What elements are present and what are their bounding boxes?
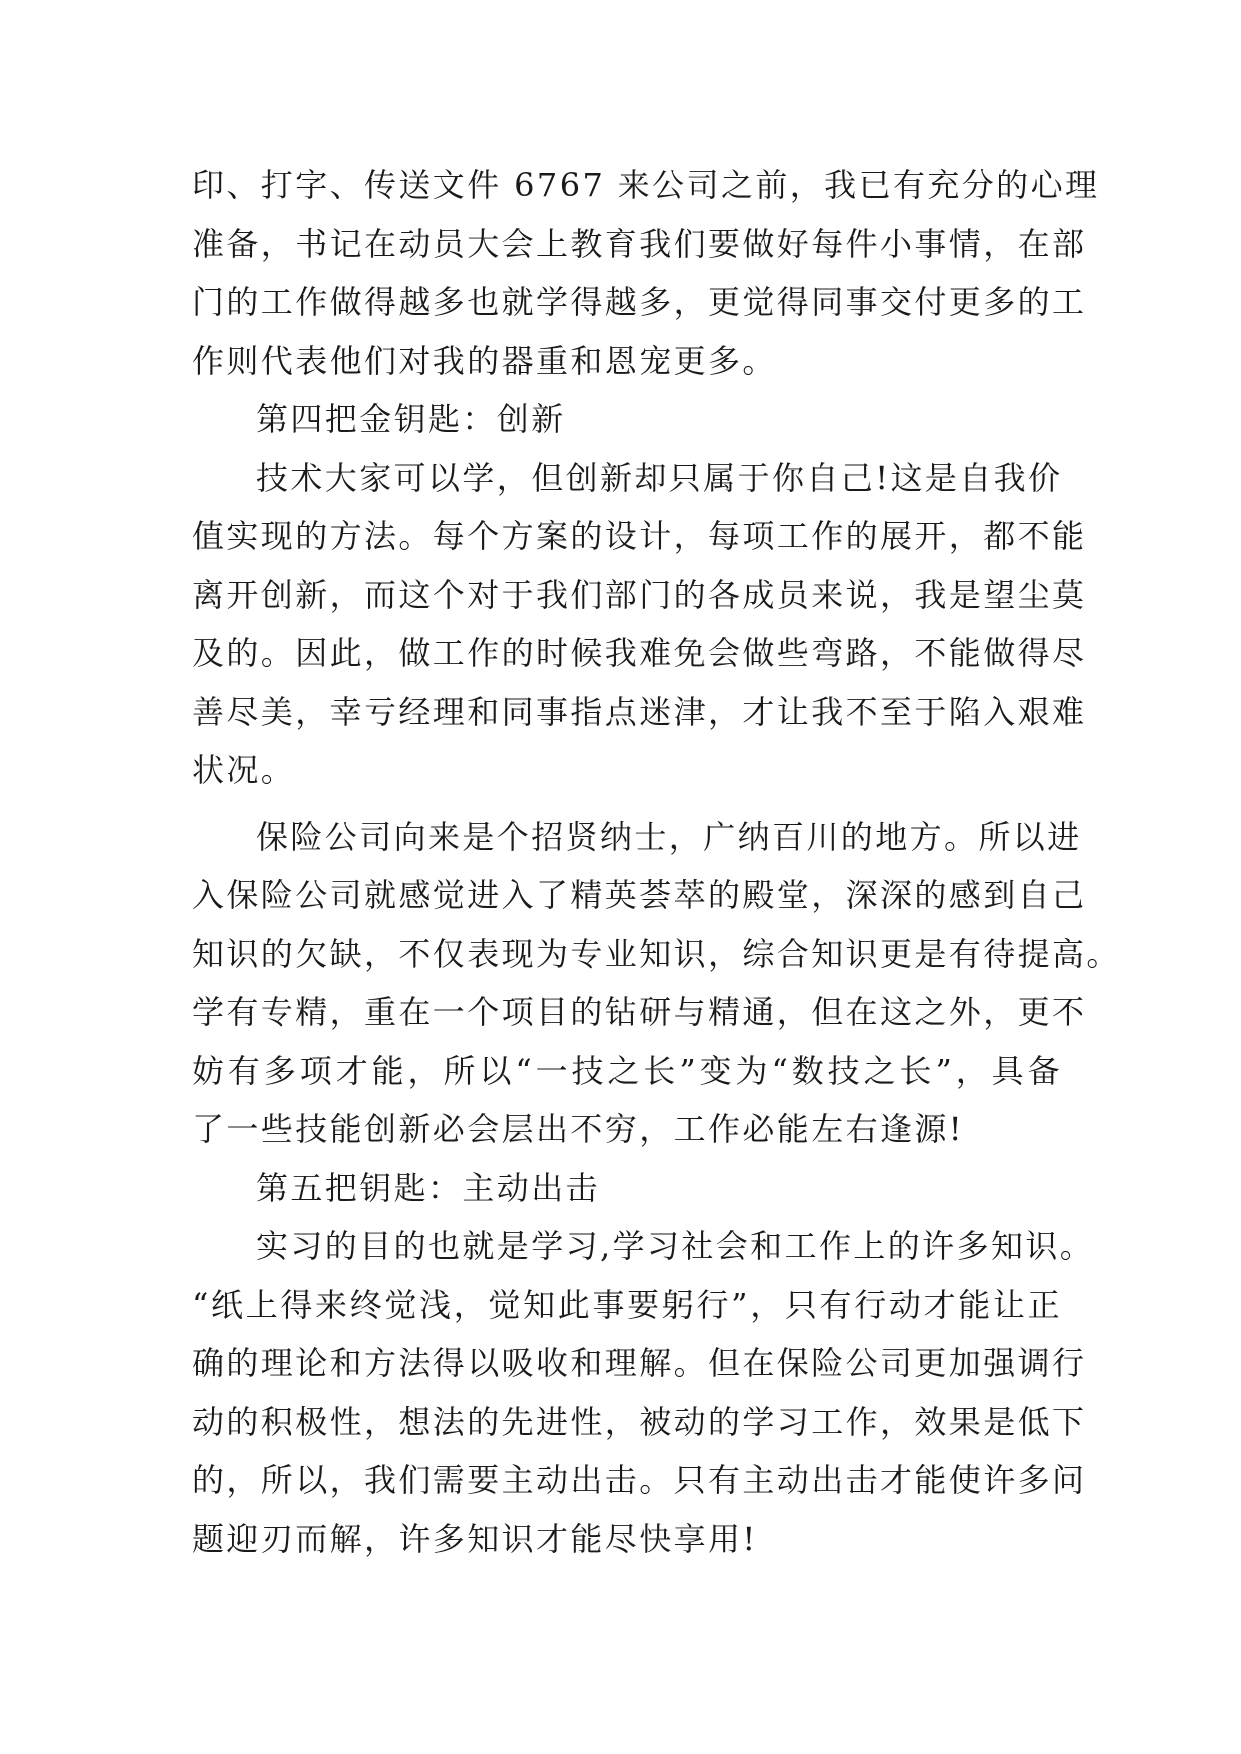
text-line: 善尽美，幸亏经理和同事指点迷津，才让我不至于陷入艰难 — [192, 692, 1087, 731]
text-line: 离开创新，而这个对于我们部门的各成员来说，我是望尘莫 — [192, 575, 1087, 614]
body-text — [192, 156, 1121, 1568]
text-line: 题迎刃而解，许多知识才能尽快享用! — [192, 1519, 758, 1558]
text-line: 入保险公司就感觉进入了精英荟萃的殿堂，深深的感到自己 — [192, 876, 1087, 914]
text-line: “纸上得来终觉浅，觉知此事要躬行”，只有行动才能让正 — [192, 1285, 1062, 1324]
text-line: 的，所以，我们需要主动出击。只有主动出击才能使许多问 — [192, 1461, 1087, 1499]
text-line: 值实现的方法。每个方案的设计，每项工作的展开，都不能 — [192, 517, 1087, 555]
text-line: 知识的欠缺，不仅表现为专业知识，综合知识更是有待提高。 — [192, 934, 1121, 973]
text-line: 妨有多项才能，所以“一技之长”变为“数技之长”，具备 — [192, 1051, 1062, 1090]
section-heading: 第五把钥匙：主动出击 — [256, 1168, 601, 1207]
text-line: 确的理论和方法得以吸收和理解。但在保险公司更加强调行 — [192, 1344, 1087, 1382]
text-line: 实习的目的也就是学习,学习社会和工作上的许多知识。 — [256, 1227, 1095, 1265]
text-line: 印、打字、传送文件 6767 来公司之前，我已有充分的心理 — [192, 166, 1100, 204]
text-line: 准备，书记在动员大会上教育我们要做好每件小事情，在部 — [192, 224, 1087, 263]
text-line: 保险公司向来是个招贤纳士，广纳百川的地方。所以进 — [256, 817, 1082, 856]
text-line: 作则代表他们对我的器重和恩宠更多。 — [192, 341, 777, 380]
text-line: 状况。 — [192, 751, 296, 789]
section-heading: 第四把金钥匙：创新 — [256, 400, 566, 438]
text-line: 动的积极性，想法的先进性，被动的学习工作，效果是低下 — [192, 1402, 1087, 1441]
text-line: 技术大家可以学，但创新却只属于你自己!这是自我价 — [256, 458, 1063, 497]
text-line: 学有专精，重在一个项目的钻研与精通，但在这之外，更不 — [192, 993, 1087, 1031]
text-line: 门的工作做得越多也就学得越多，更觉得同事交付更多的工 — [192, 283, 1087, 321]
text-line: 了一些技能创新必会层出不穷，工作必能左右逢源! — [192, 1110, 965, 1148]
text-line: 及的。因此，做工作的时候我难免会做些弯路，不能做得尽 — [192, 634, 1087, 672]
